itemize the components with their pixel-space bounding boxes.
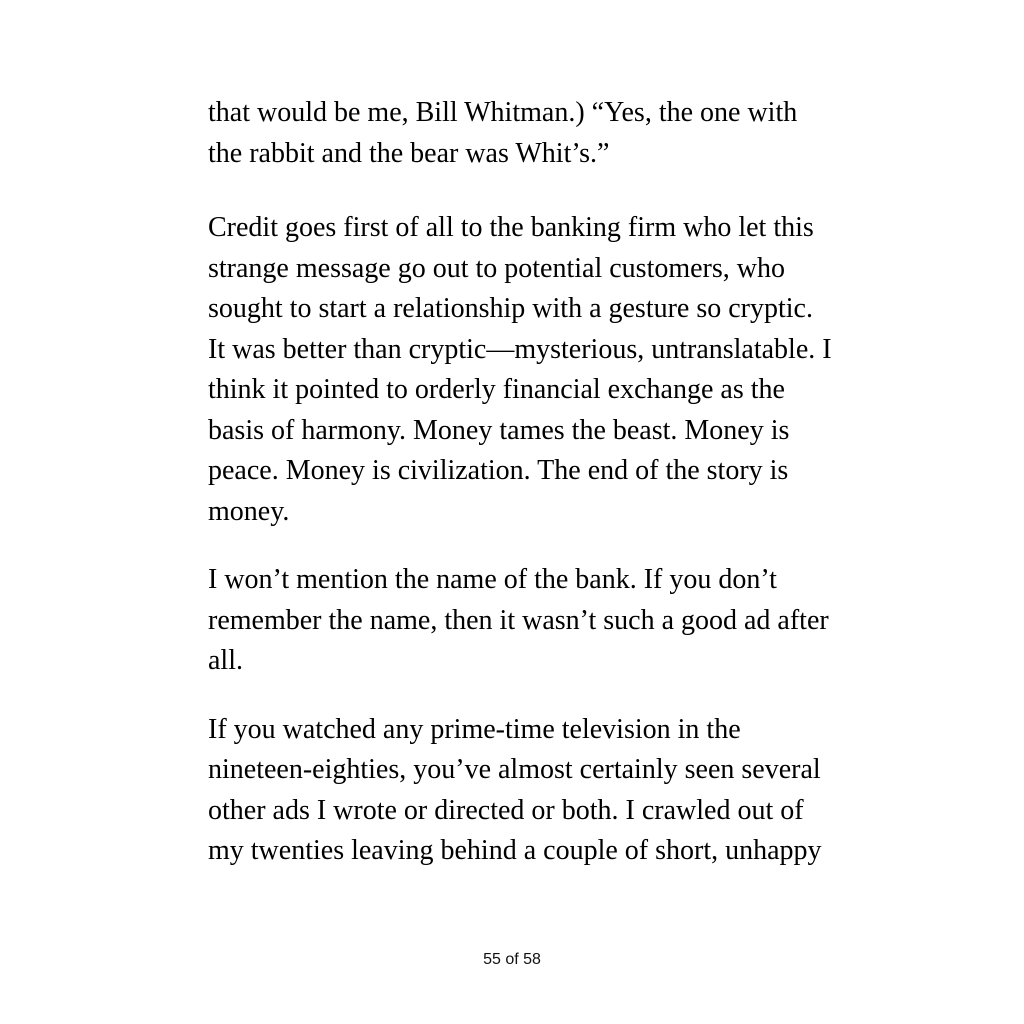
paragraph: If you watched any prime-time television in the nineteen-eighties, you’ve almost certainly seen several other ads I wrote or directed or both. I crawled out of my twenties leaving behind a couple of short, unhappy: [208, 713, 822, 866]
paragraph: Credit goes first of all to the banking firm who let this strange message go out to potential customers, who sought to start a relationship with a gesture so cryptic. It was better than cryptic—mysterious, untranslatable. I think it pointed to orderly financial exchange as the basis of harmony. Money tames the beast. Money is peace. Money is civilization. The end of the story is money.: [208, 212, 832, 527]
page-position-indicator: 55 of 58: [483, 951, 541, 968]
paragraph: that would be me, Bill Whitman.) “Yes, the one with the rabbit and the bear was Whit’s.”: [208, 97, 798, 169]
paragraph: I won’t mention the name of the bank. If you don’t remember the name, then it wasn’t such a good ad after all.: [208, 564, 829, 676]
page-text: [208, 93, 888, 900]
